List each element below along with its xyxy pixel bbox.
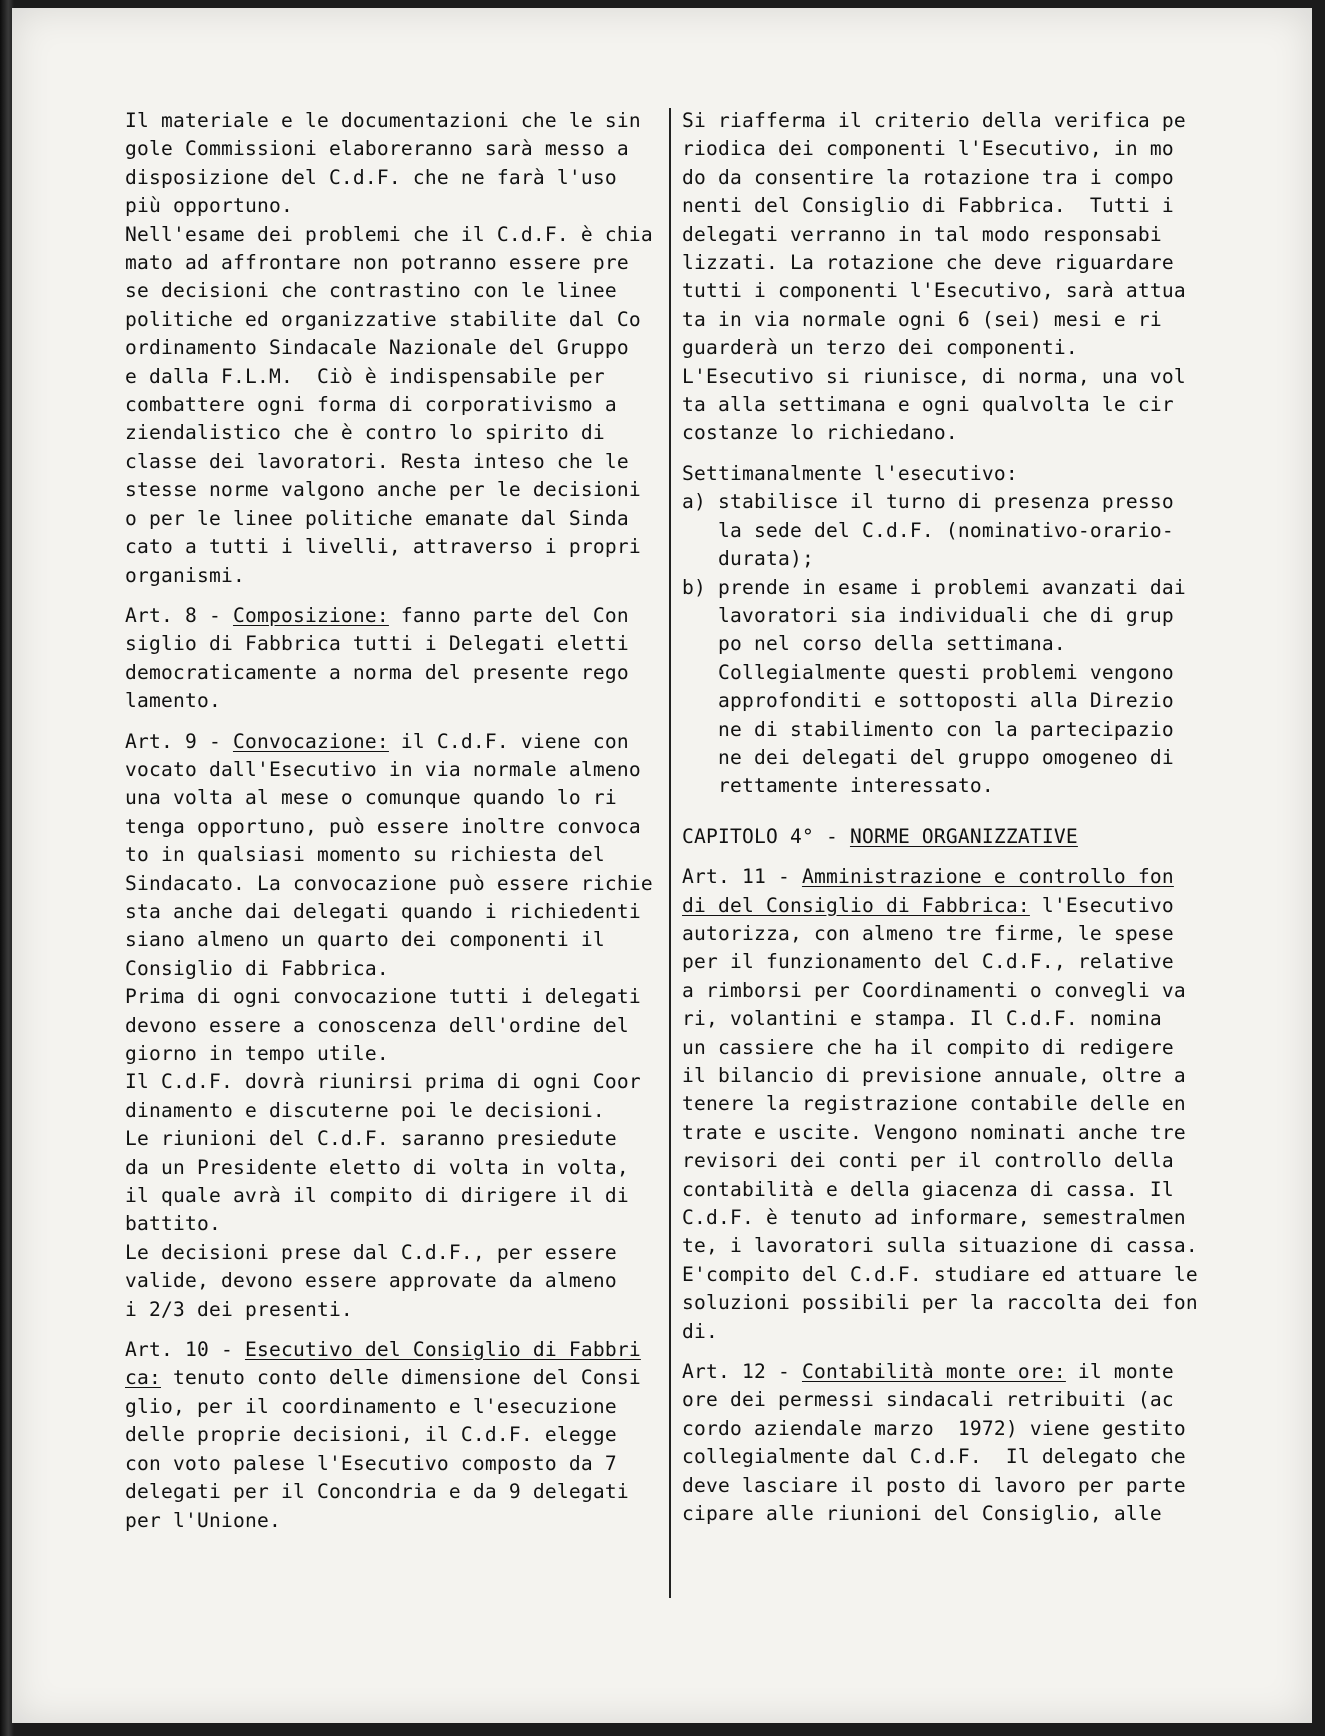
right-column-line: ne di stabilimento con la partecipazio — [682, 717, 1174, 741]
left-column-line: siglio di Fabbrica tutti i Delegati eletti — [125, 632, 629, 656]
left-column-line: mato ad affrontare non potranno essere pre — [125, 251, 629, 275]
right-column-line: CAPITOLO 4° - NORME ORGANIZZATIVE — [682, 824, 1078, 848]
right-column-line: guarderà un terzo dei componenti. — [682, 336, 1078, 360]
left-column-line: Art. 8 - Composizione: fanno parte del Con — [125, 603, 629, 627]
right-column-line: do da consentire la rotazione tra i compo — [682, 165, 1174, 189]
left-column-line: ziendalistico che è contro lo spirito di — [125, 421, 605, 445]
left-column-line: ordinamento Sindacale Nazionale del Gruppo — [125, 336, 629, 360]
left-column-line: cato a tutti i livelli, attraverso i propri — [125, 535, 641, 559]
paragraph-gap — [682, 851, 1202, 863]
right-column-line: di. — [682, 1319, 718, 1343]
left-text-column — [125, 107, 660, 1535]
left-column-line: lamento. — [125, 689, 221, 713]
right-column-line: ta alla settimana e ogni qualvolta le cir — [682, 393, 1174, 417]
paragraph-gap — [125, 590, 660, 602]
right-column-line: nenti del Consiglio di Fabbrica. Tutti i — [682, 194, 1174, 218]
left-column-line: giorno in tempo utile. — [125, 1042, 389, 1065]
left-column-line: battito. — [125, 1212, 221, 1236]
right-column-line: ri, volantini e stampa. Il C.d.F. nomina — [682, 1007, 1162, 1031]
right-text-column — [682, 107, 1202, 1529]
right-column-line: collegialmente dal C.d.F. Il delegato che — [682, 1445, 1186, 1469]
left-column-line: ca: tenuto conto delle dimensione del Consi — [125, 1366, 641, 1390]
left-column-line: delegati per il Concondria e da 9 delegati — [125, 1480, 629, 1504]
right-column-line: cipare alle riunioni del Consiglio, alle — [682, 1502, 1162, 1526]
right-column-line: Collegialmente questi problemi vengono — [682, 660, 1174, 684]
left-column-line: Le decisioni prese dal C.d.F., per essere — [125, 1240, 617, 1264]
right-column-line: cordo aziendale marzo 1972) viene gestito — [682, 1416, 1186, 1440]
left-column-line: Prima di ogni convocazione tutti i delegati — [125, 985, 641, 1009]
right-column-line: di del Consiglio di Fabbrica: l'Esecutivo — [682, 893, 1174, 917]
right-column-line: la sede del C.d.F. (nominativo-orario- — [682, 518, 1174, 542]
left-column-line: Le riunioni del C.d.F. saranno presiedute — [125, 1127, 617, 1151]
right-column-line: tutti i componenti l'Esecutivo, sarà attua — [682, 279, 1186, 303]
right-column-line: contabilità e della giacenza di cassa. Il — [682, 1177, 1174, 1201]
right-column-line: C.d.F. è tenuto ad informare, semestralmen — [682, 1206, 1186, 1230]
left-column-line: se decisioni che contrastino con le linee — [125, 279, 617, 303]
paragraph-gap — [682, 801, 1202, 823]
left-column-line: Nell'esame dei problemi che il C.d.F. è chia — [125, 222, 653, 246]
right-column-line: Si riafferma il criterio della verifica pe — [682, 109, 1186, 132]
right-column-line: lizzati. La rotazione che deve riguardare — [682, 251, 1174, 275]
right-column-line: deve lasciare il posto di lavoro per parte — [682, 1473, 1186, 1497]
left-column-line: Il materiale e le documentazioni che le sin — [125, 109, 641, 132]
right-column-line: delegati verranno in tal modo responsabi — [682, 222, 1162, 246]
right-column-line: Art. 11 - Amministrazione e controllo fon — [682, 865, 1174, 889]
left-column-line: to in qualsiasi momento su richiesta del — [125, 843, 605, 867]
left-column-line: una volta al mese o comunque quando lo ri — [125, 786, 617, 810]
right-column-line: trate e uscite. Vengono nominati anche tre — [682, 1120, 1186, 1144]
left-column-line: siano almeno un quarto dei componenti il — [125, 928, 605, 952]
left-column-line: vocato dall'Esecutivo in via normale almeno — [125, 757, 641, 781]
right-column-line: per il funzionamento del C.d.F., relative — [682, 950, 1174, 974]
left-column-line: organismi. — [125, 563, 245, 587]
left-column-line: dinamento e discuterne poi le decisioni. — [125, 1098, 605, 1122]
right-column-line: tenere la registrazione contabile delle en — [682, 1092, 1186, 1116]
right-column-line: a) stabilisce il turno di presenza presso — [682, 490, 1174, 514]
right-column-line: riodica dei componenti l'Esecutivo, in mo — [682, 137, 1174, 161]
left-column-line: combattere ogni forma di corporativismo a — [125, 393, 617, 417]
left-column-line: Consiglio di Fabbrica. — [125, 956, 389, 980]
left-column-line: da un Presidente eletto di volta in volta, — [125, 1155, 629, 1179]
right-column-line: ta in via normale ogni 6 (sei) mesi e ri — [682, 307, 1162, 331]
right-column-line: durata); — [682, 547, 814, 571]
left-column-line: valide, devono essere approvate da almeno — [125, 1269, 617, 1293]
left-column-line: Sindacato. La convocazione può essere richie — [125, 871, 653, 895]
left-column-line: per l'Unione. — [125, 1508, 281, 1532]
right-column-line: po nel corso della settimana. — [682, 632, 1066, 656]
column-divider — [669, 108, 671, 1598]
right-column-line: E'compito del C.d.F. studiare ed attuare le — [682, 1262, 1198, 1286]
left-column-line: politiche ed organizzative stabilite dal Co — [125, 307, 641, 331]
left-column-line: o per le linee politiche emanate dal Sinda — [125, 506, 629, 530]
left-column-line: gole Commissioni elaboreranno sarà messo a — [125, 137, 629, 161]
paragraph-gap — [125, 716, 660, 728]
right-column-line: ne dei delegati del gruppo omogeneo di — [682, 745, 1174, 769]
paragraph-gap — [682, 448, 1202, 460]
left-column-line: sta anche dai delegati quando i richiedenti — [125, 899, 641, 923]
right-column-line: Art. 12 - Contabilità monte ore: il monte — [682, 1360, 1174, 1384]
left-column-line: classe dei lavoratori. Resta inteso che le — [125, 449, 629, 473]
right-column-line: autorizza, con almeno tre firme, le spese — [682, 921, 1174, 945]
right-column-line: a rimborsi per Coordinamenti o convegli va — [682, 978, 1186, 1002]
right-column-line: ore dei permessi sindacali retribuiti (ac — [682, 1388, 1174, 1412]
left-column-line: Il C.d.F. dovrà riunirsi prima di ogni Coor — [125, 1070, 641, 1094]
left-column-line: devono essere a conoscenza dell'ordine del — [125, 1013, 629, 1037]
left-column-line: il quale avrà il compito di dirigere il di — [125, 1184, 629, 1208]
left-column-line: Art. 9 - Convocazione: il C.d.F. viene con — [125, 729, 629, 753]
left-column-line: e dalla F.L.M. Ciò è indispensabile per — [125, 364, 605, 388]
left-column-line: delle proprie decisioni, il C.d.F. elegge — [125, 1423, 617, 1447]
right-column-line: L'Esecutivo si riunisce, di norma, una vol — [682, 364, 1186, 388]
right-column-line: rettamente interessato. — [682, 774, 994, 798]
right-column-line: lavoratori sia individuali che di grup — [682, 603, 1174, 627]
left-column-line: più opportuno. — [125, 194, 293, 218]
left-column-line: disposizione del C.d.F. che ne farà l'uso — [125, 165, 617, 189]
left-column-line: stesse norme valgono anche per le decisioni — [125, 478, 641, 502]
right-column-line: approfonditi e sottoposti alla Direzio — [682, 689, 1174, 713]
right-column-line: costanze lo richiedano. — [682, 421, 958, 445]
left-column-line: con voto palese l'Esecutivo composto da 7 — [125, 1451, 617, 1475]
left-column-line: glio, per il coordinamento e l'esecuzione — [125, 1394, 617, 1418]
right-column-line: Settimanalmente l'esecutivo: — [682, 461, 1018, 485]
paragraph-gap — [682, 1346, 1202, 1358]
paragraph-gap — [125, 1324, 660, 1336]
left-column-line: democraticamente a norma del presente rego — [125, 660, 629, 684]
right-column-line: soluzioni possibili per la raccolta dei fon — [682, 1291, 1198, 1315]
right-column-line: te, i lavoratori sulla situazione di cassa. — [682, 1234, 1198, 1258]
right-column-line: revisori dei conti per il controllo della — [682, 1149, 1174, 1173]
right-column-line: un cassiere che ha il compito di redigere — [682, 1035, 1174, 1059]
left-column-line: Art. 10 - Esecutivo del Consiglio di Fabbri — [125, 1338, 641, 1362]
right-column-line: b) prende in esame i problemi avanzati dai — [682, 575, 1186, 599]
left-column-line: i 2/3 dei presenti. — [125, 1297, 353, 1321]
left-column-line: tenga opportuno, può essere inoltre convoca — [125, 814, 641, 838]
right-column-line: il bilancio di previsione annuale, oltre a — [682, 1064, 1186, 1087]
